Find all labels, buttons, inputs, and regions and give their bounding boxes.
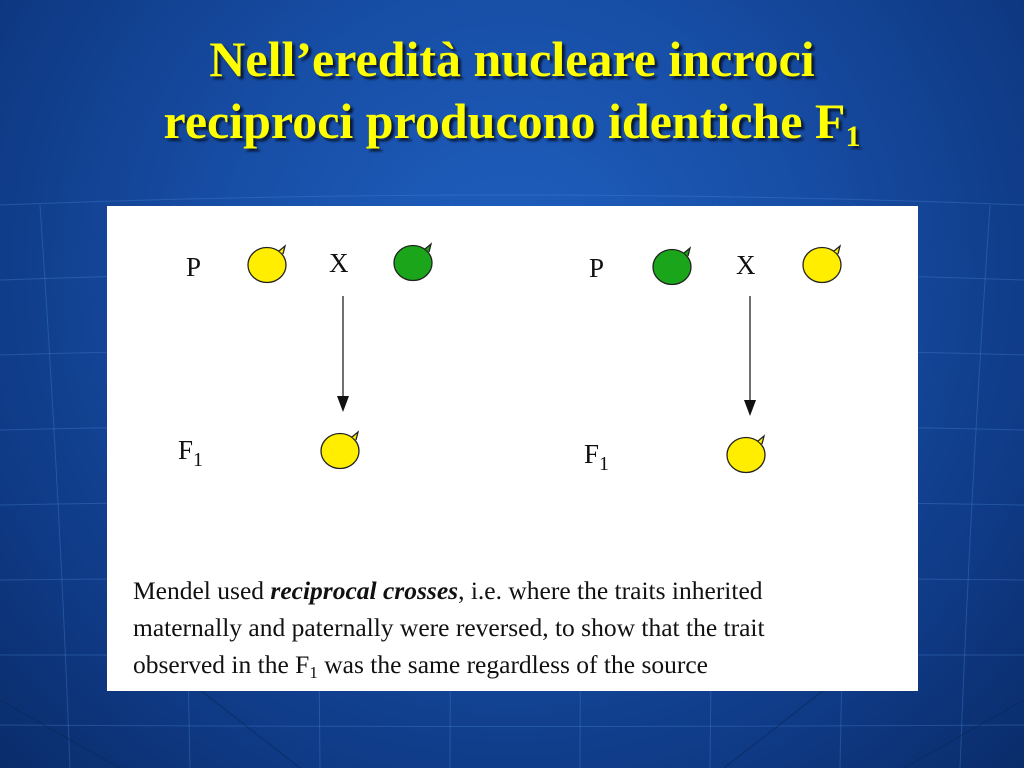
- caption-line-3-subscript: 1: [309, 663, 318, 682]
- right-parent-green-seed-icon: [651, 243, 695, 287]
- right-f1-subscript: 1: [599, 453, 610, 475]
- left-f1-label: [178, 435, 204, 471]
- right-f1-label: [584, 439, 610, 475]
- caption-line-1: [133, 572, 913, 609]
- right-cross-arrow-icon: [742, 296, 758, 418]
- caption-emphasis: reciprocal crosses: [270, 576, 459, 605]
- left-parent-yellow-seed-icon: [246, 241, 290, 285]
- left-cross-arrow-icon: [335, 296, 351, 414]
- caption-line-2: maternally and paternally were reversed, to show that the trait: [133, 613, 765, 642]
- left-parent-green-seed-icon: [392, 239, 436, 283]
- right-parent-yellow-seed-icon: [801, 241, 845, 285]
- left-f1-subscript: 1: [193, 449, 204, 471]
- left-p-label: P: [186, 252, 202, 282]
- title-line-2-text: reciproci producono identiche F: [163, 93, 846, 149]
- right-p-label: P: [589, 253, 605, 283]
- caption-line-1-pre: Mendel used: [133, 576, 271, 605]
- right-x-label: X: [736, 250, 756, 280]
- left-x-label: X: [329, 248, 349, 278]
- title-subscript: 1: [845, 120, 861, 153]
- right-offspring-yellow-seed-icon: [725, 431, 769, 475]
- caption-line-3-post: was the same regardless of the source: [317, 650, 709, 679]
- title-line-2: [0, 90, 1024, 152]
- figure-caption: [133, 572, 913, 683]
- left-offspring-yellow-seed-icon: [319, 427, 363, 471]
- title-line-1: Nell’eredità nucleare incroci: [209, 31, 815, 87]
- caption-line-1-post: , i.e. where the traits inherited: [458, 576, 763, 605]
- reciprocal-cross-figure: [107, 206, 918, 691]
- right-f1-letter: F: [584, 439, 600, 469]
- caption-line-3: [133, 646, 913, 683]
- slide-title: [0, 28, 1024, 152]
- caption-line-3-pre: observed in the F: [133, 650, 310, 679]
- left-f1-letter: F: [178, 435, 194, 465]
